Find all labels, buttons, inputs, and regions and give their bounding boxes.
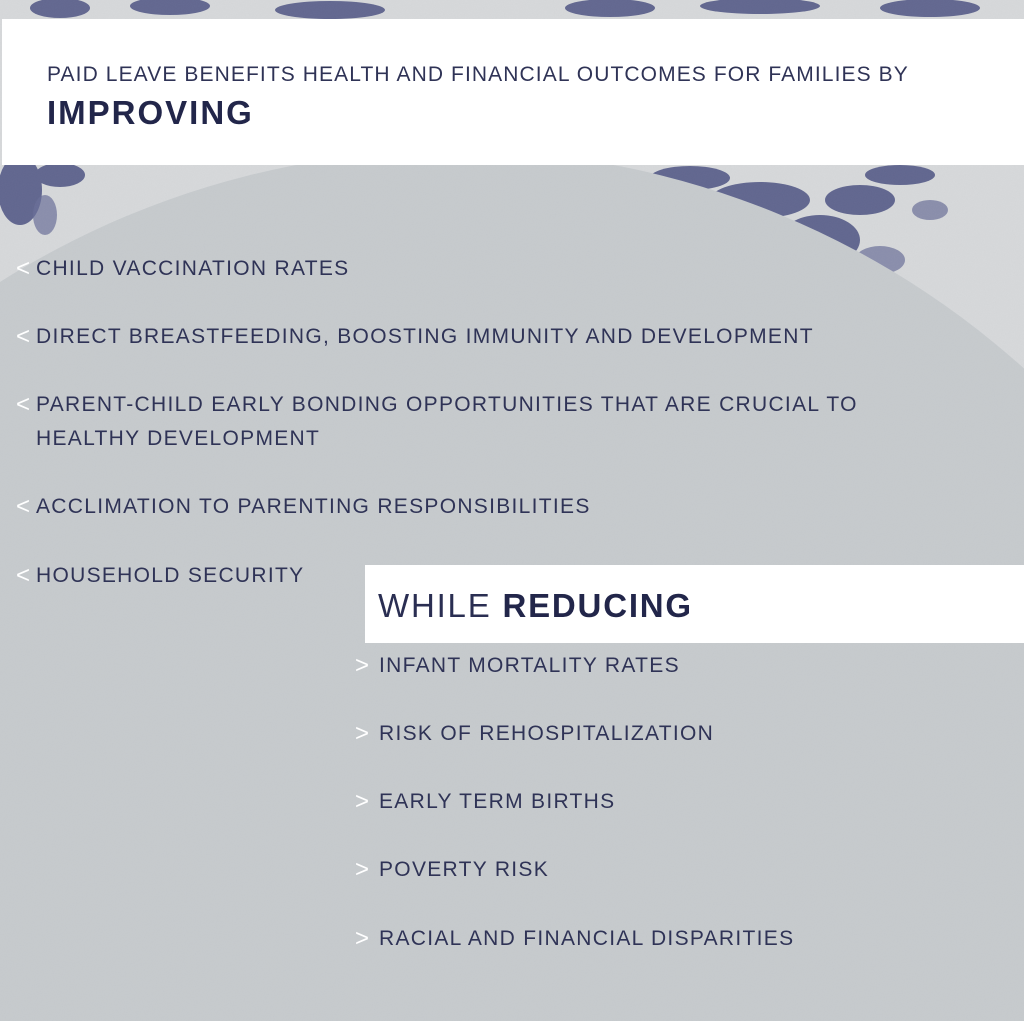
reducing-title-keyword: REDUCING: [502, 587, 693, 624]
reducing-item-rehospitalization: RISK OF REHOSPITALIZATION: [379, 722, 715, 745]
reducing-title: [378, 587, 693, 625]
header-banner: [2, 19, 1024, 165]
right-chevron-icon: >: [355, 856, 370, 883]
left-chevron-icon: <: [16, 323, 31, 350]
right-chevron-icon: >: [355, 925, 370, 952]
reducing-title-prefix: WHILE: [378, 587, 503, 624]
improving-item-acclimation: ACCLIMATION TO PARENTING RESPONSIBILITIES: [36, 495, 591, 518]
left-chevron-icon: <: [16, 391, 31, 418]
header-title: IMPROVING: [47, 94, 254, 131]
improving-item-household-security: HOUSEHOLD SECURITY: [36, 564, 305, 587]
header-subtitle: PAID LEAVE BENEFITS HEALTH AND FINANCIAL OUTCOMES FOR FAMILIES BY: [47, 63, 909, 86]
left-chevron-icon: <: [16, 562, 31, 589]
improving-item-vaccination: CHILD VACCINATION RATES: [36, 257, 350, 280]
reducing-item-early-term-births: EARLY TERM BIRTHS: [379, 790, 616, 813]
right-chevron-icon: >: [355, 720, 370, 747]
left-chevron-icon: <: [16, 493, 31, 520]
reducing-item-poverty-risk: POVERTY RISK: [379, 858, 550, 881]
reducing-item-infant-mortality: INFANT MORTALITY RATES: [379, 654, 680, 677]
improving-item-breastfeeding: DIRECT BREASTFEEDING, BOOSTING IMMUNITY AND DEVELOPMENT: [36, 325, 814, 348]
right-chevron-icon: >: [355, 652, 370, 679]
improving-item-bonding-line2: HEALTHY DEVELOPMENT: [36, 427, 321, 450]
reducing-item-disparities: RACIAL AND FINANCIAL DISPARITIES: [379, 927, 795, 950]
improving-item-bonding-line1: PARENT-CHILD EARLY BONDING OPPORTUNITIES THAT ARE CRUCIAL TO: [36, 393, 858, 416]
right-chevron-icon: >: [355, 788, 370, 815]
left-chevron-icon: <: [16, 255, 31, 282]
